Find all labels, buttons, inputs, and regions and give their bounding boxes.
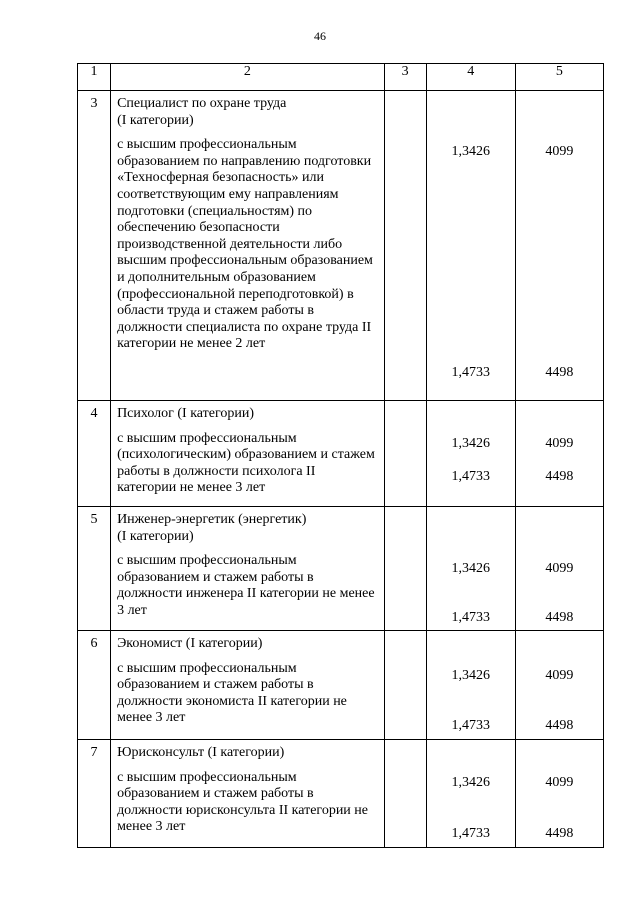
- salary-value: 4498: [545, 365, 574, 380]
- coefficient-cell: [426, 507, 515, 631]
- table-row: [78, 507, 604, 631]
- salary-value: 4099: [545, 436, 574, 451]
- salary-cell: [515, 507, 603, 631]
- coefficient-cell: [426, 740, 515, 848]
- coefficient-value: 1,3426: [451, 775, 490, 790]
- salary-value: 4498: [545, 718, 574, 733]
- coefficient-value: 1,3426: [451, 561, 490, 576]
- coefficient-value: 1,3426: [451, 144, 490, 159]
- empty-cell: [384, 401, 426, 507]
- coefficient-value: 1,4733: [451, 826, 490, 841]
- page-number: 46: [314, 29, 326, 43]
- salary-value: 4099: [545, 668, 574, 683]
- column-header: 4: [426, 64, 515, 91]
- coefficient-cell: [426, 631, 515, 740]
- column-header: 2: [111, 64, 385, 91]
- empty-cell: [384, 507, 426, 631]
- position-title: Специалист по охране труда (I категории): [117, 96, 287, 128]
- salary-value: 4498: [545, 610, 574, 625]
- coefficient-value: 1,4733: [451, 718, 490, 733]
- salary-value: 4498: [545, 469, 574, 484]
- coefficient-value: 1,3426: [451, 436, 490, 451]
- qualification-requirements: с высшим профессиональным образованием и стажем работы в должности экономиста II категории не менее 3 лет: [117, 660, 347, 726]
- coefficient-value: 1,4733: [451, 610, 490, 625]
- position-description: [111, 507, 385, 631]
- coefficient-cell: [426, 401, 515, 507]
- empty-cell: [384, 740, 426, 848]
- salary-value: 4099: [545, 775, 574, 790]
- position-description: [111, 740, 385, 848]
- table-row: [78, 740, 604, 848]
- column-header: 1: [78, 64, 111, 91]
- empty-cell: [384, 91, 426, 401]
- table-body: [78, 91, 604, 848]
- row-number: 5: [78, 507, 111, 631]
- position-title: Психолог (I категории): [117, 406, 255, 421]
- salary-cell: [515, 91, 603, 401]
- row-number: 4: [78, 401, 111, 507]
- coefficient-value: 1,3426: [451, 668, 490, 683]
- table-row: [78, 631, 604, 740]
- salary-cell: [515, 631, 603, 740]
- salary-cell: [515, 401, 603, 507]
- coefficient-cell: [426, 91, 515, 401]
- position-description: [111, 631, 385, 740]
- position-title: Экономист (I категории): [117, 636, 263, 651]
- salary-value: 4099: [545, 144, 574, 159]
- column-header: 5: [515, 64, 603, 91]
- position-description: [111, 91, 385, 401]
- position-title: Юрисконсульт (I категории): [117, 745, 285, 760]
- column-header: 3: [384, 64, 426, 91]
- row-number: 3: [78, 91, 111, 401]
- qualification-requirements: с высшим профессиональным образованием и стажем работы в должности юрисконсульта II категории не менее 3 лет: [117, 769, 369, 835]
- qualification-requirements: с высшим профессиональным образованием по направлению подготовки «Техносферная безопасность» или соответствующим ему направлениям подготовки (специальностям) по обеспечению безопасности производственной деятельности либо высшим профессиональным образованием и дополнительным образованием (профессиональной переподготовкой) в области труда и стажем работы в должности специалиста по охране труда II категории не менее 2 лет: [117, 137, 373, 352]
- row-number: 7: [78, 740, 111, 848]
- empty-cell: [384, 631, 426, 740]
- row-number: 6: [78, 631, 111, 740]
- qualification-requirements: с высшим профессиональным образованием и стажем работы в должности инженера II категории не менее 3 лет: [117, 553, 375, 618]
- table-row: [78, 401, 604, 507]
- position-title: Инженер-энергетик (энергетик) (I категории): [117, 512, 307, 544]
- coefficient-value: 1,4733: [451, 365, 490, 380]
- qualification-requirements: с высшим профессиональным (психологическим) образованием и стажем работы в должности психолога II категории не менее 3 лет: [117, 430, 375, 496]
- table-row: [78, 91, 604, 401]
- salary-cell: [515, 740, 603, 848]
- table-header-row: [78, 64, 604, 91]
- position-description: [111, 401, 385, 507]
- coefficient-value: 1,4733: [451, 469, 490, 484]
- salary-value: 4498: [545, 826, 574, 841]
- salary-value: 4099: [545, 561, 574, 576]
- positions-table: [77, 63, 604, 848]
